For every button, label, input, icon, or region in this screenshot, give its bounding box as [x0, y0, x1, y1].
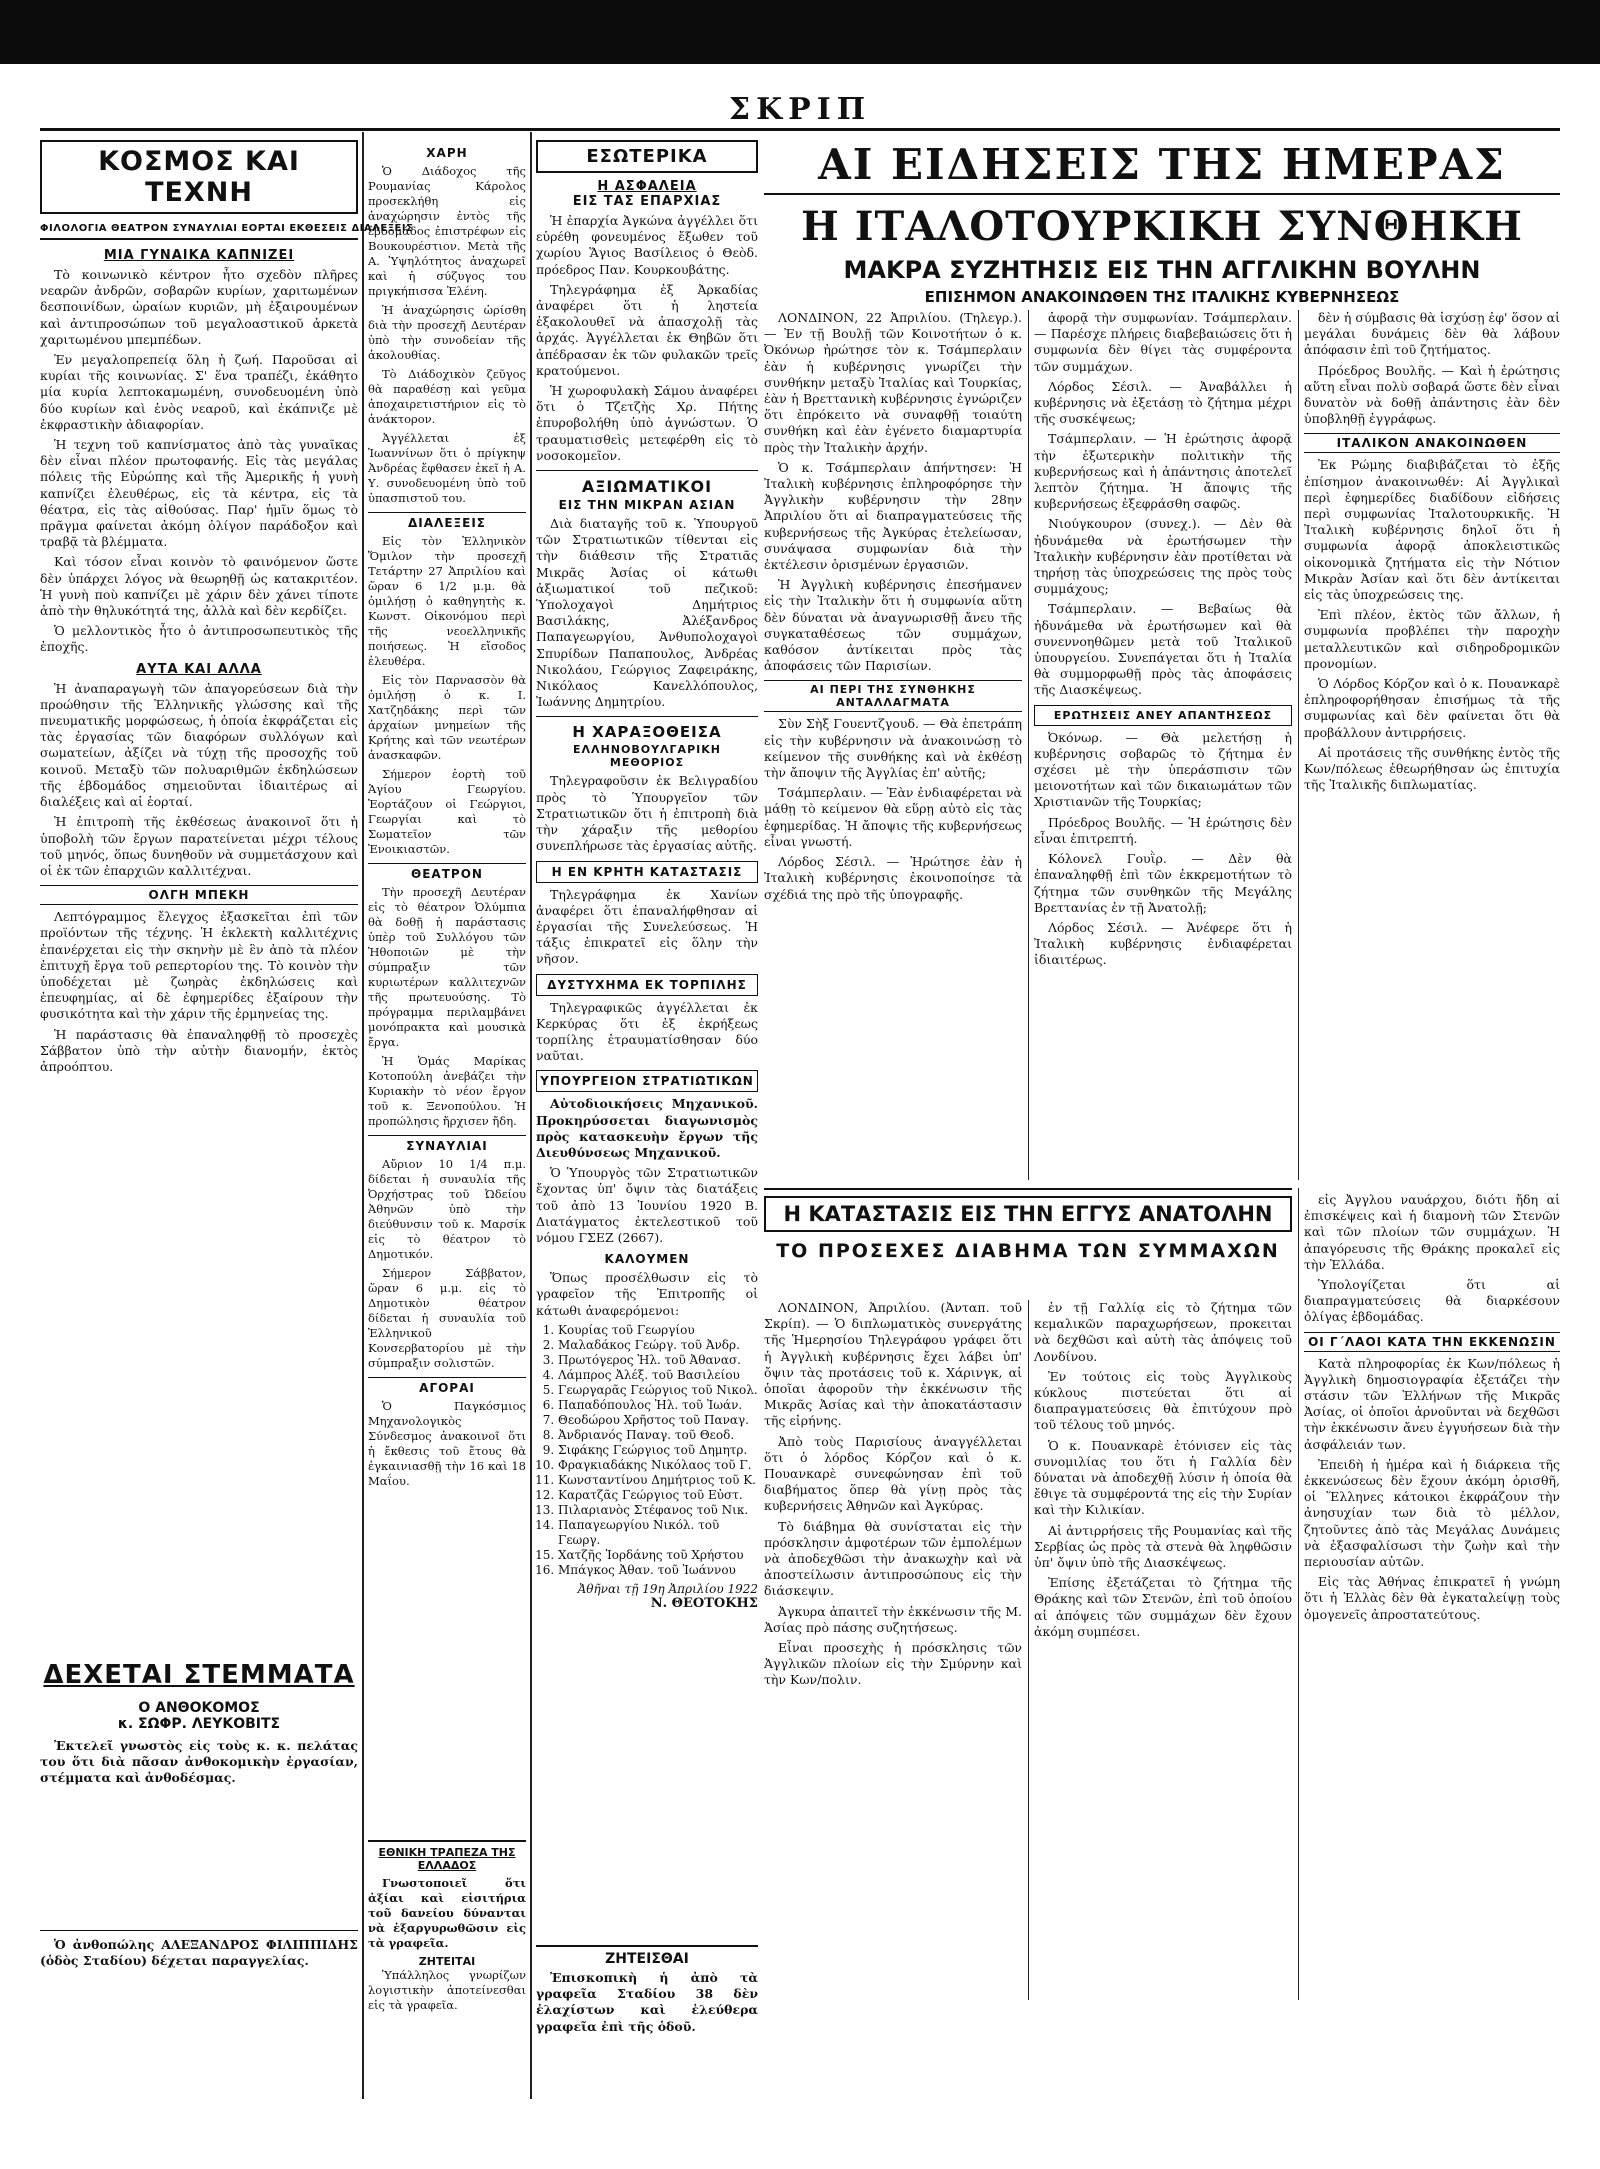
lead2-column-3 — [1304, 1192, 1560, 2000]
article-paragraph: Λεπτόγραμμος ἔλεγχος ἐξασκεῖται ἐπὶ τῶν προϊόντων τῆς τέχνης. Ἡ ἐκλεκτὴ καλλιτέχνις ἐπανέρχεται εἰς τὴν σκηνὴν μὲ ἓν ἀπὸ τὰ πλέον ἐπιτυχῆ ἔργα τοῦ ρεπερτορίου της. Τὸ κοινὸν τὴν ὑποδέχεται μὲ ζωηρὰς ἐκδηλώσεις καὶ ἐπευφημίας, αἱ δὲ ἐφημερίδες ἐξαίρουν τὴν φυσικότητα καὶ τὴν χάριν τῆς ἑρμηνείας της. — [40, 909, 358, 1022]
column-divider — [1298, 310, 1299, 1180]
article-title: ΘΕΑΤΡΟΝ — [368, 863, 526, 881]
article-title: ΔΥΣΤΥΧΗΜΑ ΕΚ ΤΟΡΠΙΛΗΣ — [536, 974, 758, 996]
list-item: 2. Μαλαδάκος Γεώργ. τοῦ Ἀνδρ. — [558, 1338, 758, 1353]
article-paragraph: Ἀπὸ τοὺς Παρισίους ἀναγγέλλεται ὅτι ὁ λόρδος Κόρζον καὶ ὁ κ. Πουανκαρὲ συνεφώνησαν ἐπὶ τοῦ διαβήματος ὅπερ θὰ γίνῃ πρὸς τὰς κυβερνήσεις Ἀθηνῶν καὶ Ἀγκύρας. — [764, 1433, 1022, 1514]
article-paragraph: ἀφορᾷ τὴν συμφωνίαν. Τσάμπερλαιν. — Παρέσχε πλήρεις διαβεβαιώσεις ὅτι ἡ συμφωνία δὲν θίγει τὰς συμφέροντα τῶν συμμάχων. — [1034, 310, 1292, 374]
article-title: Η ΕΝ ΚΡΗΤΗ ΚΑΤΑΣΤΑΣΙΣ — [536, 861, 758, 883]
column-esoterika — [536, 140, 758, 1930]
lead-subtitle: ΜΑΚΡΑ ΣΥΖΗΤΗΣΙΣ ΕΙΣ ΤΗΝ ΑΓΓΛΙΚΗΝ ΒΟΥΛΗΝ — [843, 256, 1481, 284]
lead2-column-2 — [1034, 1300, 1292, 2000]
list-item: 10. Φραγκιαδάκης Νικόλαος τοῦ Γ. — [558, 1458, 758, 1473]
article-paragraph: Ἡ ἀναπαραγωγὴ τῶν ἀπαγορεύσεων διὰ τὴν προώθησιν τῆς Ἑλληνικῆς γλώσσης καὶ τῆς πνευματικῆς μορφώσεως, ἡ ὁποία ἐκφράζεται εἰς τὰς ἐργασίας τῶν διαφόρων συλλόγων καὶ σωματείων, ἀξίζει νὰ τύχῃ τῆς προσοχῆς τοῦ κοινοῦ. Μεταξὺ τῶν πολυαριθμῶν ἐκδηλώσεων τῆς ἑβδομάδος σημειοῦνται ἰδιαιτέρως αἱ διαλέξεις καὶ αἱ ἑορταί. — [40, 680, 358, 810]
article-paragraph: Ἐπὶ πλέον, ἐκτὸς τῶν ἄλλων, ἡ συμφωνία προβλέπει τὴν παροχὴν μεταλλευτικῶν καὶ σιδηροδρομικῶν προνομίων. — [1304, 607, 1560, 671]
advert-florist — [40, 1930, 358, 2017]
article-paragraph: Κόλονελ Γουῒρ. — Δὲν θὰ ἐπαναληφθῇ ἐπὶ τῶν ἐκκρεμοτήτων τὸ ζήτημα τῶν συνθηκῶν τῆς Μεγάλης Βρεττανίας ἐν τῇ Ἀνατολῇ; — [1034, 851, 1292, 915]
article-paragraph: Τηλεγράφημα ἐξ Ἀρκαδίας ἀναφέρει ὅτι ἡ ληστεία ἐξακολουθεῖ νὰ ἀπασχολῇ τὰς ἀρχάς. Ἀγγέλλεται ἐκ Θηβῶν ὅτι ἀπέδρασαν ἐκ τῶν φυλακῶν τρεῖς κρατούμενοι. — [536, 281, 758, 378]
article-title: ΕΡΩΤΗΣΕΙΣ ΑΝΕΥ ΑΠΑΝΤΗΣΕΩΣ — [1034, 705, 1292, 726]
article-paragraph: ΛΟΝΔΙΝΟΝ, Ἀπριλίου. (Ἀνταπ. τοῦ Σκρίπ). — Ὁ διπλωματικὸς συνεργάτης τῆς Ἡμερησίου Τηλεγράφου γράφει ὅτι ἡ Ἀγγλικὴ κυβέρνησις ἔχει λάβει ὑπ' ὄψιν τὰς προτάσεις τοῦ κ. Χάρινγκ, αἱ ὁποῖαι ἀφοροῦν τὴν ἐκκένωσιν τῆς Μικρᾶς Ἀσίας καὶ τὴν ἀποκατάστασιν τῆς εἰρήνης. — [764, 1300, 1022, 1429]
list-item: 13. Πιλαριανὸς Στέφανος τοῦ Νικ. — [558, 1503, 758, 1518]
article-paragraph: Ὁ μελλοντικὸς ἦτο ὁ ἀντιπροσωπευτικὸς τῆς ἐποχῆς. — [40, 623, 358, 655]
article-paragraph: Διὰ διαταγῆς τοῦ κ. Ὑπουργοῦ τῶν Στρατιωτικῶν τίθενται εἰς τὴν διάθεσιν τῆς Στρατιᾶς Μικρᾶς Ἀσίας οἱ κάτωθι ἀξιωματικοί τοῦ πεζικοῦ: Ὑπολοχαγοὶ Δημήτριος Βασιλάκης, Ἀλέξανδρος Παπαγεωργίου, Ἀνθυπολοχαγοὶ Σπυρίδων Παπαπουλος, Ἀνδρέας Νικολάου, Γεώργιος Ζαφειράκης, Νικόλαος Κανελλόπουλος, Ἰωάννης Δημητρίου. — [536, 516, 758, 710]
signature-date: Ἀθῆναι τῇ 19η Ἀπριλίου 1922 — [577, 1581, 758, 1596]
name-list — [536, 1323, 758, 1578]
advert-text: Ἐκτελεῖ γνωστὸς εἰς τοὺς κ. κ. πελάτας του ὅτι διὰ πᾶσαν ἀνθοκομικὴν ἐργασίαν, στέμματα καὶ ἀνθοδέσμας. — [40, 1738, 358, 1786]
article-paragraph: Κατὰ πληροφορίας ἐκ Κων/πόλεως ἡ Ἀγγλικὴ δημοσιογραφία ἐξετάζει τὴν στάσιν τῶν Ἑλλήνων τῆς Μικρᾶς Ἀσίας, οἱ ὁποῖοι ἀρνοῦνται νὰ δεχθῶσι τὴν ἐκκένωσιν ἄνευ ἐγγυήσεων διὰ τὴν ἀσφάλειάν των. — [1304, 1355, 1560, 1452]
advert-text: Γνωστοποιεῖ ὅτι ἀξίαι καὶ εἰσιτήρια τοῦ δανείου δύνανται νὰ ἐξαργυρωθῶσιν εἰς τὰ γραφεῖα. — [368, 1876, 526, 1950]
article-paragraph: Ἐν μεγαλοπρεπείᾳ ὅλη ἡ ζωή. Παροῦσαι αἱ κυρίαι τῆς κοινωνίας. Σ' ἕνα τραπέζι, ἐκάθητο μία κυρία λεπτοκαμωμένη, συνοδευομένη ὑπὸ δύο κυρίων καὶ ἑνὸς νεαροῦ, καὶ ἐκάπνιζε μὲ ἐκφραστικὴν ἀδιαφορίαν. — [40, 352, 358, 432]
article-paragraph: Τὴν προσεχῆ Δευτέραν εἰς τὸ θέατρον Ὀλύμπια θὰ δοθῇ ἡ παράστασις ὑπὲρ τοῦ Συλλόγου τῶν Ἠθοποιῶν μὲ τὴν σύμπραξιν τῶν κυριωτέρων καλλιτεχνῶν τῆς πρωτευούσης. Τὸ πρόγραμμα περιλαμβάνει μονόπρακτα καὶ μουσικὰ ἔργα. — [368, 885, 526, 1049]
article-paragraph: Ἡ ἀναχώρησις ὡρίσθη διὰ τὴν προσεχῆ Δευτέραν ὑπὸ τὴν συνοδείαν τῆς ἀκολουθίας. — [368, 303, 526, 362]
article-paragraph: Τὸ κοινωνικὸ κέντρον ἦτο σχεδὸν πλῆρες νεαρῶν ἀνδρῶν, σοβαρῶν κυρίων, χαριτωμένων δεσποινίδων, ὡραίων κυριῶν, μὴ ἐξαιρουμένων καὶ ἀντιπροσώπων τοῦ μεγαλοαστικοῦ ἀρκετὰ χαριτωμένου μπεμπέδων. — [40, 267, 358, 347]
advert-heading: ΖΗΤΕΙΤΑΙ — [418, 1955, 476, 1968]
advert-name: κ. ΣΩΦΡ. ΛΕΥΚΟΒΙΤΣ — [117, 1716, 281, 1732]
article-paragraph: Ἀγκυρα ἀπαιτεῖ τὴν ἐκκένωσιν τῆς Μ. Ἀσίας πρὸ πάσης συζητήσεως. — [764, 1603, 1022, 1635]
article-paragraph: Αἱ προτάσεις τῆς συνθήκης ἐντὸς τῆς Κων/πόλεως ἐθεωρήθησαν ὡς ἐπιτυχία τῆς Ἰταλικῆς διπλωματίας. — [1304, 744, 1560, 793]
article-paragraph: Ἡ Ὁμάς Μαρίκας Κοτοπούλη ἀνεβάζει τὴν Κυριακὴν τὸ νέον ἔργον τοῦ κ. Ξενοπούλου. Ἡ προπώλησις ἤρχισεν ἤδη. — [368, 1054, 526, 1128]
article-paragraph: Ὁ Παγκόσμιος Μηχανολογικὸς Σύνδεσμος ἀνακοινοῖ ὅτι ἡ ἔκθεσις τοῦ ἔτους θὰ ἐγκαινιασθῇ τὴν 16 καὶ 18 Μαΐου. — [368, 1399, 526, 1488]
article-paragraph: Αὔριον 10 1/4 π.μ. δίδεται ἡ συναυλία τῆς Ὀρχήστρας τοῦ Ὠδείου Ἀθηνῶν ὑπὸ τὴν διεύθυνσιν τοῦ κ. Μαρσίκ εἰς τὸ θέατρον τὸ Δημοτικόν. — [368, 1157, 526, 1261]
article-paragraph: ἐν τῇ Γαλλίᾳ εἰς τὸ ζήτημα τῶν κεμαλικῶν παραχωρήσεων, προκειται νὰ δεχθῶσι καὶ αὐτὴ τὰς ἀπόψεις τοῦ Λονδίνου. — [1034, 1300, 1292, 1364]
article-title: ΕΛΛΗΝΟΒΟΥΛΓΑΡΙΚΗ ΜΕΘΟΡΙΟΣ — [573, 743, 721, 770]
lead-subtitle-2: ΕΠΙΣΗΜΟΝ ΑΝΑΚΟΙΝΩΘΕΝ ΤΗΣ ΙΤΑΛΙΚΗΣ ΚΥΒΕΡΝΗΣΕΩΣ — [924, 288, 1400, 306]
article-paragraph: Ὁ κ. Τσάμπερλαιν ἀπήντησεν: Ἡ Ἰταλικὴ κυβέρνησις ἐπληροφόρησε τὴν Ἀγγλικὴν κυβέρνησιν τὴν 28ην Ἀπριλίου ὅτι αἱ διαπραγματεύσεις τῆς κυβερνήσεως τῆς Ἀγκύρας ἐτελείωσαν, συνάψασα συμφωνίαν διὰ τὴν ἐκτέλεσιν ὁρισμένων ἐργασιῶν. — [764, 459, 1022, 573]
list-item: 15. Χατζῆς Ἰορδάνης τοῦ Χρήστου — [558, 1548, 758, 1563]
article-paragraph: Πρόεδρος Βουλῆς. — Καὶ ἡ ἐρώτησις αὕτη εἶναι πολὺ σοβαρά ὥστε δὲν εἶναι δυνατὸν νὰ δοθῇ ἀπάντησις ἐὰν δὲν ὑποβληθῇ ἐγγράφως. — [1304, 362, 1560, 427]
section-heading: ΚΟΣΜΟΣ ΚΑΙ ΤΕΧΝΗ — [40, 140, 358, 214]
main-heading: ΑΙ ΕΙΔΗΣΕΙΣ ΤΗΣ ΗΜΕΡΑΣ — [764, 140, 1560, 195]
article-paragraph: Λόρδος Σέσιλ. — Ἀνέφερε ὅτι ἡ Ἰταλικὴ κυβέρνησις ἐνδιαφέρεται ἰδιαιτέρως. — [1034, 919, 1292, 968]
article-paragraph: Εἰς τὸν Παρνασσὸν θὰ ὁμιλήσῃ ὁ κ. Ι. Χατζηδάκης περὶ τῶν ἀρχαίων μνημείων τῆς Κρήτης καὶ τῶν νεωτέρων ἀνασκαφῶν. — [368, 673, 526, 762]
article-paragraph: Ὁ Διάδοχος τῆς Ρουμανίας Κάρολος προσεκλήθη εἰς ἀναχώρησιν ἐντὸς τῆς ἑβδομάδος ἐπιστρέφων εἰς Βουκουρέστιον. Μετὰ τῆς Α. Ὑψηλότητος ἀναχωρεῖ καὶ ἡ σύζυγος του πριγκήπισσα Ἑλένη. — [368, 164, 526, 298]
article-paragraph: Τὸ Διάδοχικὸν ζεῦγος θὰ παραθέσῃ καὶ γεῦμα ἀποχαιρετιστήριον εἰς τὸ ἀνάκτορον. — [368, 367, 526, 426]
lead-column-1 — [764, 310, 1022, 1180]
article-title: ΥΠΟΥΡΓΕΙΟΝ ΣΤΡΑΤΙΩΤΙΚΩΝ — [536, 1070, 758, 1092]
article-title: Η ΑΣΦΑΛΕΙΑ — [597, 179, 697, 194]
article-paragraph: Ἐν τούτοις εἰς τοὺς Ἀγγλικοὺς κύκλους πιστεύεται ὅτι αἱ διαπραγματεύσεις θὰ ἐπιτύχουν πρὸ τοῦ τέλους τοῦ μηνός. — [1034, 1368, 1292, 1433]
article-paragraph: Ἀγγέλλεται ἐξ Ἰωαννίνων ὅτι ὁ πρίγκηψ Ἀνδρέας ἔφθασεν ἐκεῖ ἡ Α. Υ. συνοδευομένη ὑπὸ τοῦ ὑπασπιστοῦ του. — [368, 431, 526, 505]
advert-text: Ὁ ἀνθοπώλης ΑΛΕΞΑΝΔΡΟΣ ΦΙΛΙΠΠΙΔΗΣ (ὁδὸς Σταδίου) δέχεται παραγγελίας. — [40, 1937, 358, 1969]
advert-stemmata — [40, 1660, 358, 1860]
column-divider — [1028, 310, 1029, 1180]
scan-top-border — [0, 0, 1600, 64]
article-paragraph: Ἐπίσης ἐξετάζεται τὸ ζήτημα τῆς Θράκης καὶ τῶν Στενῶν, ἐπὶ τοῦ ὁποίου αἱ ἀπόψεις τῶν συμμάχων δὲν ἔχουν ἀκόμη συμπέσει. — [1034, 1575, 1292, 1639]
article-paragraph: Ἡ τεχνη τοῦ καπνίσματος ἀπὸ τὰς γυναῖκας δὲν εἶναι πλέον πρωτοφανής. Εἰς τὰς μεγάλας πόλεις τῆς Εὐρώπης καὶ τῆς Ἀμερικῆς ἡ γυνὴ καπνίζει ἐλευθέρως, εἰς τὰ κέντρα, εἰς τὰ θέατρα, εἰς τὰς αἰθούσας. Παρ' ἡμῖν ὅμως τὸ πρᾶγμα φαίνεται ἀκόμη ὀλίγον παράδοξον καὶ τραβᾷ τὰ βλέμματα. — [40, 437, 358, 550]
advert-text: Ἐπισκοπικὴ ἡ ἀπὸ τὰ γραφεῖα Σταδίου 38 δὲν ἐλαχίστων καὶ ἐλεύθερα γραφεῖα ἐπὶ τῆς ὁδοῦ. — [536, 1970, 758, 2034]
article-title: Η ΧΑΡΑΞΟΘΕΙΣΑ — [536, 716, 758, 741]
advert-heading: ΖΗΤΕΙΣΘΑΙ — [605, 1951, 689, 1967]
list-item: 5. Γεωργαρᾶς Γεώργιος τοῦ Νικολ. — [558, 1383, 758, 1398]
article-paragraph: Ἡ χωροφυλακὴ Σάμου ἀναφέρει ὅτι ὁ Τζετζὴς Χρ. Πήτης ἐπυροβολήθη ὑπὸ ἀγνώστων. Ὁ τραυματισθεὶς μετεφέρθη εἰς τὸ νοσοκομεῖον. — [536, 383, 758, 463]
lead-column-3 — [1304, 310, 1560, 1180]
article-title: ΧΑΡΗ — [426, 146, 468, 160]
article-title: ΑΞΙΩΜΑΤΙΚΟΙ — [536, 470, 758, 496]
article-paragraph: Ὁ κ. Πουανκαρὲ ἐτόνισεν εἰς τὰς συνομιλίας του ὅτι ἡ Γαλλία δὲν δύναται νὰ ἀποδεχθῇ λύσιν ἡ ὁποία θὰ ἔθιγε τὰ συμφέροντά της εἰς τὴν Συρίαν καὶ τὴν Κιλικίαν. — [1034, 1437, 1292, 1518]
article-title: ΙΤΑΛΙΚΟΝ ΑΝΑΚΟΙΝΩΘΕΝ — [1304, 433, 1560, 453]
lead-column-2 — [1034, 310, 1292, 1180]
column-divider — [1028, 1300, 1029, 2000]
article-title: ΔΙΑΛΕΞΕΙΣ — [368, 512, 526, 530]
list-item: 12. Καρατζᾶς Γεώργιος τοῦ Εὐστ. — [558, 1488, 758, 1503]
column-news-short — [368, 140, 526, 1800]
article-paragraph: Σὺν Σὴξ Γουεντζγουδ. — Θὰ ἐπετράπη εἰς τὴν κυβέρνησιν νὰ ἀνακοινώσῃ τὸ κείμενον τῆς συνθήκης καὶ νὰ ἐκθέσῃ τὴν ἄποψιν τῆς Ἀγγλίας ἐπ' αὐτῆς; — [764, 716, 1022, 781]
article-paragraph: Ὁ Λόρδος Κόρζον καὶ ὁ κ. Πουανκαρὲ ἐπληροφορήθησαν ἐπισήμως τὰ τῆς συμφωνίας καὶ δὲν φαίνεται ὅτι θὰ προβάλλουν ἀντιρρήσεις. — [1304, 676, 1560, 740]
list-item: 4. Λάμπρος Ἀλέξ. τοῦ Βασιλείου — [558, 1368, 758, 1383]
article-paragraph: δὲν ἡ σύμβασις θὰ ἰσχύσῃ ἐφ' ὅσον αἱ μεγάλαι δυνάμεις δὲν θὰ λάβουν ἀπόφασιν ἐπὶ τοῦ ζητήματος. — [1304, 310, 1560, 358]
advert-heading: ΕΘΝΙΚΗ ΤΡΑΠΕΖΑ ΤΗΣ ΕΛΛΑΔΟΣ — [378, 1846, 516, 1872]
article-paragraph: Ὅπως προσέλθωσιν εἰς τὸ γραφεῖον τῆς Ἐπιτροπῆς οἱ κάτωθι ἀναφερόμενοι: — [536, 1270, 758, 1318]
advert-bank — [368, 1840, 526, 2012]
article-paragraph: Ὑπολογίζεται ὅτι αἱ διαπραγματεύσεις θὰ διαρκέσουν ὀλίγας ἑβδομάδας. — [1304, 1277, 1560, 1325]
article-paragraph: Ἡ Ἀγγλικὴ κυβέρνησις ἐπεσήμανεν εἰς τὴν Ἰταλικὴν ὅτι ἡ συμφωνία αὕτη δὲν δύναται νὰ ἀναγνωρισθῇ ἄνευ τῆς συγκαταθέσεως τῶν συμμάχων, καθόσον ἀντίκειται πρὸς τὰς ἀποφάσεις τῶν Παρισίων. — [764, 577, 1022, 674]
article-paragraph: Σήμερον ἑορτὴ τοῦ Ἁγίου Γεωργίου. Ἑορτάζουν οἱ Γεώργιοι, Γεωργίαι καὶ τὸ Σωματεῖον τῶν Ἐνοικιαστῶν. — [368, 767, 526, 856]
article-title: ΚΑΛΟΥΜΕΝ — [604, 1252, 690, 1267]
masthead-rule — [40, 128, 1560, 131]
article-paragraph: Ἡ παράστασις θὰ ἐπαναληφθῇ τὸ προσεχὲς Σάββατον ὑπὸ τὴν αὐτὴν διανομήν, ἐκτὸς ἀπροόπτου. — [40, 1026, 358, 1074]
list-item: 8. Ἀνδριανός Παναγ. τοῦ Θεοδ. — [558, 1428, 758, 1443]
article-paragraph: Ἐπειδὴ ἡ ἡμέρα καὶ ἡ διάρκεια τῆς ἐκκενώσεως δὲν ἔχουν ἀκόμη ὁρισθῆ, οἱ Ἕλληνες κάτοικοι ἐκφράζουν τὴν ἀνησυχίαν των διὰ τὸ μέλλον, ζητοῦντες ἀπὸ τὰς Μεγάλας Δυνάμεις νὰ ἐξασφαλίσωσι τὴν ζωὴν καὶ τὴν περιουσίαν αὐτῶν. — [1304, 1456, 1560, 1570]
second-lead-header — [764, 1188, 1292, 1300]
article-paragraph: Τηλεγραφικῶς ἀγγέλλεται ἐκ Κερκύρας ὅτι ἐξ ἐκρήξεως τορπίλης ἐτραυματίσθησαν δύο ναῦται. — [536, 999, 758, 1064]
article-paragraph: Ἡ ἐπαρχία Ἀγκώνα ἀγγέλλει ὅτι εὑρέθη φονευμένος ἔξωθεν τοῦ χωρίου Ἅγιος Βασίλειος ὁ Θεὸδ. πρόεδρος Παν. Κουρκουβάτης. — [536, 213, 758, 277]
article-paragraph: Τσάμπερλαιν. — Βεβαίως θὰ ἠδυνάμεθα νὰ ἐρωτήσωμεν καὶ θὰ συνεννοηθῶμεν μετὰ τοῦ Ἰταλικοῦ ὑπουργείου. Συνεπάγεται ὅτι ἡ Ἰταλία θὰ συμμορφωθῇ πρὸς τὰς ἀποφάσεις τῆς Διασκέψεως. — [1034, 601, 1292, 698]
article-paragraph: Σήμερον Σάββατον, ὥραν 6 μ.μ. εἰς τὸ Δημοτικὸν θέατρον δίδεται ἡ συναυλία τοῦ Ἑλληνικοῦ Κονσερβατορίου μὲ τὴν σύμπραξιν σολιστῶν. — [368, 1266, 526, 1370]
advert-subheading: Ο ΑΝΘΟΚΟΜΟΣ — [138, 1700, 260, 1716]
article-paragraph: Ἡ ἐπιτροπὴ τῆς ἐκθέσεως ἀνακοινοῖ ὅτι ἡ ὑποβολὴ τῶν ἔργων παρατείνεται μέχρι τέλους τοῦ μηνός, ὅπως δυνηθοῦν νὰ συμμετάσχουν καὶ οἱ ἐκ τῶν ἐπαρχιῶν καλλιτέχναι. — [40, 814, 358, 878]
column-divider — [530, 132, 532, 2099]
article-paragraph: Πρόεδρος Βουλῆς. — Ἡ ἐρώτησις δὲν εἶναι ἐπιτρεπτή. — [1034, 814, 1292, 846]
article-paragraph: Αὐτοδιοικήσεις Μηχανικοῦ. Προκηρύσσεται διαγωνισμὸς πρὸς κατασκευὴν ἔργων τῆς Διευθύνσεως Μηχανικοῦ. — [536, 1096, 758, 1160]
article-paragraph: Ἐκ Ρώμης διαβιβάζεται τὸ ἑξῆς ἐπίσημον ἀνακοινωθέν: Αἱ Ἀγγλικαὶ περὶ ἐφημερίδες διαδίδουν εἰδήσεις περὶ συμφωνίας Ἰταλοτουρκικῆς. Ἡ Ἰταλικὴ κυβέρνησις δηλοῖ ὅτι ἡ συμφωνία ἀφορᾷ ἀποκλειστικῶς οἰκονομικὰ ζητήματα εἰς τὴν Νότιον Μικρὰν Ἀσίαν καὶ ὅτι δὲν ἀντίκειται εἰς τὰς ὑποχρεώσεις της. — [1304, 457, 1560, 603]
list-item: 3. Πρωτόγερος Ἠλ. τοῦ Ἀθανασ. — [558, 1353, 758, 1368]
masthead: ΣΚΡΙΠ — [728, 92, 872, 127]
list-item: 7. Θεοδώρου Χρῆστος τοῦ Παναγ. — [558, 1413, 758, 1428]
article-paragraph: Τηλεγράφημα ἐκ Χανίων ἀναφέρει ὅτι ἐπαναλήφθησαν αἱ ἐργασίαι τῆς Συνελεύσεως. Ἡ τάξις ἐπικρατεῖ εἰς ὅλην τὴν νῆσον. — [536, 886, 758, 967]
article-paragraph: Τσάμπερλαιν. — Ἐὰν ἐνδιαφέρεται νὰ μάθῃ τὸ κείμενον θὰ εὕρῃ αὐτὸ εἰς τὰς ἐφημερίδας. Ἡ ἄποψις τῆς κυβερνήσεως εἶναι γνωστή. — [764, 785, 1022, 849]
article-title: ΑΓΟΡΑΙ — [368, 1377, 526, 1395]
article-paragraph: ΛΟΝΔΙΝΟΝ, 22 Ἀπριλίου. (Τηλεγρ.). — Ἐν τῇ Βουλῇ τῶν Κοινοτήτων ὁ κ. Ὀκόνωρ ἠρώτησε τὸν κ. Τσάμπερλαιν ἐὰν ἡ κυβέρνησις γνωρίζει τὴν συνθήκην μεταξὺ Ἰταλίας καὶ Τουρκίας, ἐὰν ἡ Βρεττανικὴ κυβέρνησις ἐγνώριζεν ὅτι ἐπρόκειτο νὰ συναφθῇ τοιαύτη συνθήκη καὶ ἐὰν ἐγένετο διαμαρτυρία πρὸς τὴν Ἰταλικὴν ἀρχήν. — [764, 310, 1022, 455]
article-paragraph: Εἶναι προσεχὴς ἡ πρόσκλησις τῶν Ἀγγλικῶν πλοίων εἰς τὴν Σμύρνην καὶ τὴν Κων/πολιν. — [764, 1640, 1022, 1688]
list-item: 16. Μπάγκος Ἀθαν. τοῦ Ἰωάννου — [558, 1563, 758, 1578]
section-heading: ΕΣΩΤΕΡΙΚΑ — [536, 140, 758, 173]
article-paragraph: Αἱ ἀντιρρήσεις τῆς Ρουμανίας καὶ τῆς Σερβίας ὡς πρὸς τὰ στενὰ θὰ ληφθῶσιν ὑπ' ὄψιν ὑπὸ τῆς Διασκέψεως. — [1034, 1522, 1292, 1571]
list-item: 9. Σιφάκης Γεώργιος τοῦ Δημητρ. — [558, 1443, 758, 1458]
article-paragraph: Εἰς τὰς Ἀθήνας ἐπικρατεῖ ἡ γνώμη ὅτι ἡ Ἑλλὰς δὲν θὰ ἐγκαταλείψῃ τοὺς ὁμογενεῖς ἀπροστατεύτους. — [1304, 1574, 1560, 1622]
article-paragraph: Λόρδος Σέσιλ. — Ἀναβάλλει ἡ κυβέρνησις νὰ ἐξετάσῃ τὸ ζήτημα μέχρι τῆς συσκέψεως; — [1034, 378, 1292, 427]
article-paragraph: Νιούγκουρον (συνεχ.). — Δὲν θὰ ἠδυνάμεθα νὰ ἐρωτήσωμεν τὴν Ἰταλικὴν κυβέρνησιν ἐὰν προτίθεται νὰ τηρήσῃ τὰς ὑποχρεώσεις της πρὸς τοὺς συμμάχους; — [1034, 516, 1292, 597]
list-item: 14. Παπαγεωργίου Νικόλ. τοῦ Γεωργ. — [558, 1518, 758, 1548]
article-title: ΑΙ ΠΕΡΙ ΤΗΣ ΣΥΝΘΗΚΗΣ ΑΝΤΑΛΛΑΓΜΑΤΑ — [764, 680, 1022, 712]
list-item: 6. Παπαδόπουλος Ἠλ. τοῦ Ἰωάν. — [558, 1398, 758, 1413]
article-title: ΣΥΝΑΥΛΙΑΙ — [368, 1135, 526, 1153]
signature-name: Ν. ΘΕΟΤΟΚΗΣ — [650, 1595, 758, 1611]
article-paragraph: Καὶ τόσον εἶναι κοινὸν τὸ φαινόμενον ὥστε δὲν ὑπάρχει λόγος νὰ θεωρηθῇ ὡς κατακριτέον. Ἡ γυνὴ ποὺ καπνίζει μὲ χάριν δὲν χάνει τίποτε ἀπὸ τὴν θηλυκότητά της, ἀλλὰ καὶ δὲν κερδίζει. — [40, 554, 358, 619]
article-paragraph: Τηλεγραφοῦσιν ἐκ Βελιγραδίου πρὸς τὸ Ὑπουργεῖον τῶν Στρατιωτικῶν ὅτι ἡ ἐπιτροπὴ διὰ τὴν χάραξιν τῆς μεθορίου συνεπλήρωσε τὰς ἐργασίας αὐτῆς. — [536, 773, 758, 854]
advert-heading: ΔΕΧΕΤΑΙ ΣΤΕΜΜΑΤΑ — [43, 1660, 355, 1690]
advert-wanted — [536, 1945, 758, 2034]
article-paragraph: εἰς Ἀγγλου ναυάρχου, διότι ἤδη αἱ ἐπισκέψεις καὶ ἡ διαμονὴ τῶν Στενῶν καὶ τῶν πλοίων τῶν συμμάχων. Ἡ ἀπαγόρευσις τῆς Θράκης προκαλεῖ εἰς τὴν Ἑλλάδα. — [1304, 1192, 1560, 1272]
lead-title: Η ΙΤΑΛΟΤΟΥΡΚΙΚΗ ΣΥΝΘΗΚΗ — [801, 203, 1523, 250]
main-news-section — [764, 140, 1560, 2010]
lead2-column-1 — [764, 1300, 1022, 2000]
article-paragraph: Τσάμπερλαιν. — Ἡ ἐρώτησις ἀφορᾷ τὴν ἐξωτερικὴν πολιτικὴν τῆς κυβερνήσεως καὶ ἡ ἀπάντησις ἀποτελεῖ λεπτὸν ζήτημα. Ἡ ἄποψις τῆς κυβερνήσεως ἐξεφράσθη σαφῶς. — [1034, 431, 1292, 512]
article-paragraph: Τὸ διάβημα θὰ συνίσταται εἰς τὴν πρόσκλησιν ἀμφοτέρων τῶν ἐμπολέμων νὰ ἀποδεχθῶσι τὴν ἀνακωχὴν καὶ νὰ ἀποστείλωσιν ἀντιπροσώπους εἰς τὴν διάσκεψιν. — [764, 1518, 1022, 1599]
list-item: 11. Κωνσταντίνου Δημήτριος τοῦ Κ. — [558, 1473, 758, 1488]
article-paragraph: Λόρδος Σέσιλ. — Ἠρώτησε ἐὰν ἡ Ἰταλικὴ κυβέρνησις ἐκοινοποίησε τὰ σχέδιά της πρὸ τῆς ὑπογραφῆς. — [764, 854, 1022, 902]
article-title: ΟΙ Γ΄ΛΑΟΙ ΚΑΤΑ ΤΗΝ ΕΚΚΕΝΩΣΙΝ — [1304, 1332, 1560, 1352]
article-paragraph: Εἰς τὸν Ἑλληνικὸν Ὅμιλον τὴν προσεχῆ Τετάρτην 27 Ἀπριλίου καὶ ὥραν 6 1/2 μ.μ. θὰ ὁμιλήσῃ ὁ καθηγητὴς κ. Κωνστ. Οἰκονόμου περὶ τῆς νεοελληνικῆς ποιήσεως. Ἡ εἴσοδος ἐλευθέρα. — [368, 534, 526, 668]
column-divider — [362, 132, 364, 2099]
article-paragraph: Ὀκόνωρ. — Θὰ μελετήσῃ ἡ κυβέρνησις σοβαρῶς τὸ ζήτημα ἐν σχέσει μὲ τὴν ὑπεράσπισιν τῶν μειονοτήτων καὶ τῶν δικαιωμάτων τῶν Χριστιανῶν τῆς Τουρκίας; — [1034, 729, 1292, 810]
column-divider — [1298, 1188, 1299, 2000]
article-title: ΑΥΤΑ ΚΑΙ ΑΛΛΑ — [136, 661, 262, 677]
article-title: ΜΙΑ ΓΥΝΑΙΚΑ ΚΑΠΝΙΖΕΙ — [103, 248, 295, 263]
article-title: ΕΙΣ ΤΗΝ ΜΙΚΡΑΝ ΑΣΙΑΝ — [558, 498, 736, 513]
advert-text: Ὑπάλληλος γνωρίζων λογιστικὴν ἀποτείνεσθαι εἰς τὰ γραφεῖα. — [368, 1968, 526, 2012]
article-title: ΕΙΣ ΤΑΣ ΕΠΑΡΧΙΑΣ — [572, 194, 722, 209]
section-strip: ΦΙΛΟΛΟΓΙΑ ΘΕΑΤΡΟΝ ΣΥΝΑΥΛΙΑΙ ΕΟΡΤΑΙ ΕΚΘΕΣΕΙΣ ΔΙΑΛΕΞΕΙΣ — [40, 220, 358, 240]
article-paragraph: Ὁ Ὑπουργὸς τῶν Στρατιωτικῶν ἔχοντας ὑπ' ὄψιν τὰς διατάξεις τοῦ ἀπὸ 13 Ἰουνίου 1920 Β. Διατάγματος ἐκτελεστικοῦ τοῦ νόμου ΓΣΕΖ (2667). — [536, 1165, 758, 1245]
article-title: ΟΛΓΗ ΜΠΕΚΗ — [40, 885, 358, 905]
lead2-subtitle: ΤΟ ΠΡΟΣΕΧΕΣ ΔΙΑΒΗΜΑ ΤΩΝ ΣΥΜΜΑΧΩΝ — [776, 1240, 1280, 1262]
lead2-title: Η ΚΑΤΑΣΤΑΣΙΣ ΕΙΣ ΤΗΝ ΕΓΓΥΣ ΑΝΑΤΟΛΗΝ — [764, 1196, 1292, 1232]
list-item: 1. Κουρίας τοῦ Γεωργίου — [558, 1323, 758, 1338]
